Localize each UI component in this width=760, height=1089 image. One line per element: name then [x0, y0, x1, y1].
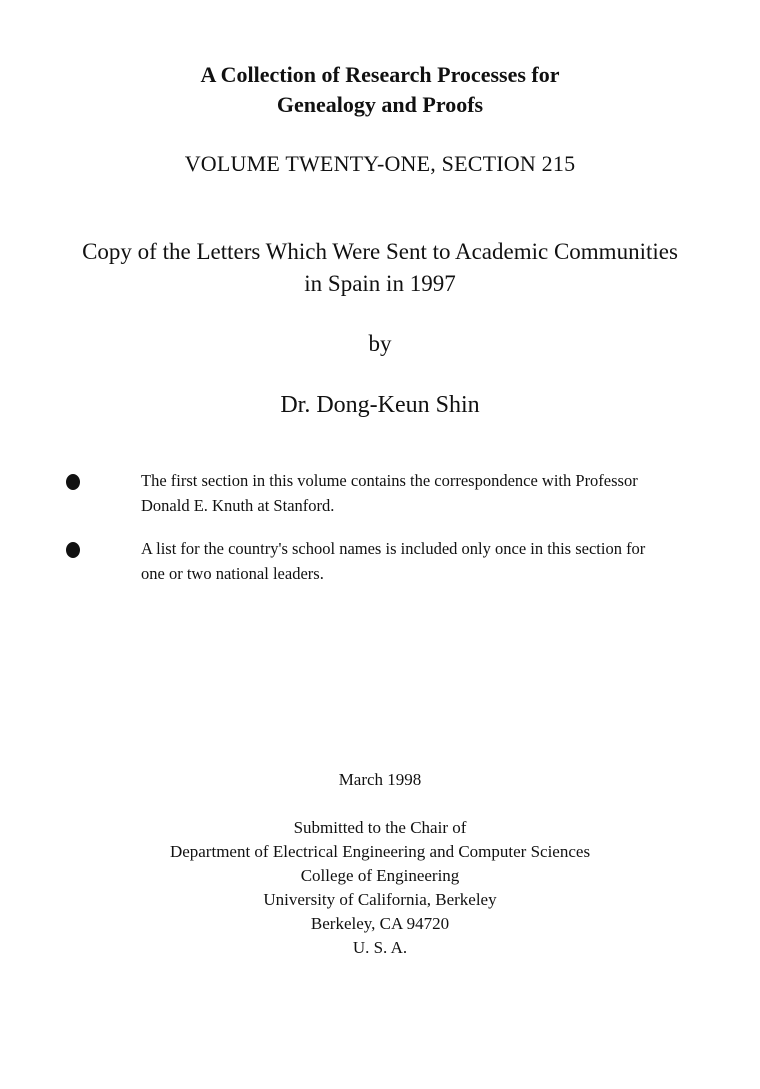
submission-line: Department of Electrical Engineering and Computer Sciences	[169, 842, 591, 861]
submission-line: Berkeley, CA 94720	[310, 914, 450, 933]
bullet-list	[0, 468, 760, 604]
bullet-text	[141, 468, 721, 518]
bullet-dot-icon	[66, 542, 80, 558]
author-name: Dr. Dong-Keun Shin	[280, 392, 480, 418]
title-line: A Collection of Research Processes for	[200, 62, 560, 87]
bullet-line: A list for the country's school names is included only once in this section for	[141, 539, 646, 558]
bullet-text	[141, 536, 721, 586]
document-subtitle	[0, 236, 760, 300]
subtitle-line: in Spain in 1997	[304, 271, 456, 296]
submission-block	[0, 816, 760, 960]
submission-line: University of California, Berkeley	[263, 890, 497, 909]
title-line: Genealogy and Proofs	[276, 92, 484, 117]
subtitle-line: Copy of the Letters Which Were Sent to Academic Communities	[82, 239, 678, 264]
bullet-line: Donald E. Knuth at Stanford.	[141, 496, 335, 515]
bullet-dot-icon	[66, 474, 80, 490]
submission-line: Submitted to the Chair of	[293, 818, 467, 837]
bullet-line: The first section in this volume contains the correspondence with Professor	[141, 471, 638, 490]
bullet-line: one or two national leaders.	[141, 564, 324, 583]
submission-line: College of Engineering	[300, 866, 460, 885]
by-label: by	[368, 331, 392, 356]
document-date: March 1998	[338, 770, 422, 789]
bullet-item	[0, 536, 760, 604]
volume-heading: VOLUME TWENTY-ONE, SECTION 215	[184, 151, 576, 176]
submission-line: U. S. A.	[352, 938, 408, 957]
bullet-item	[0, 468, 760, 536]
document-title	[0, 60, 760, 120]
